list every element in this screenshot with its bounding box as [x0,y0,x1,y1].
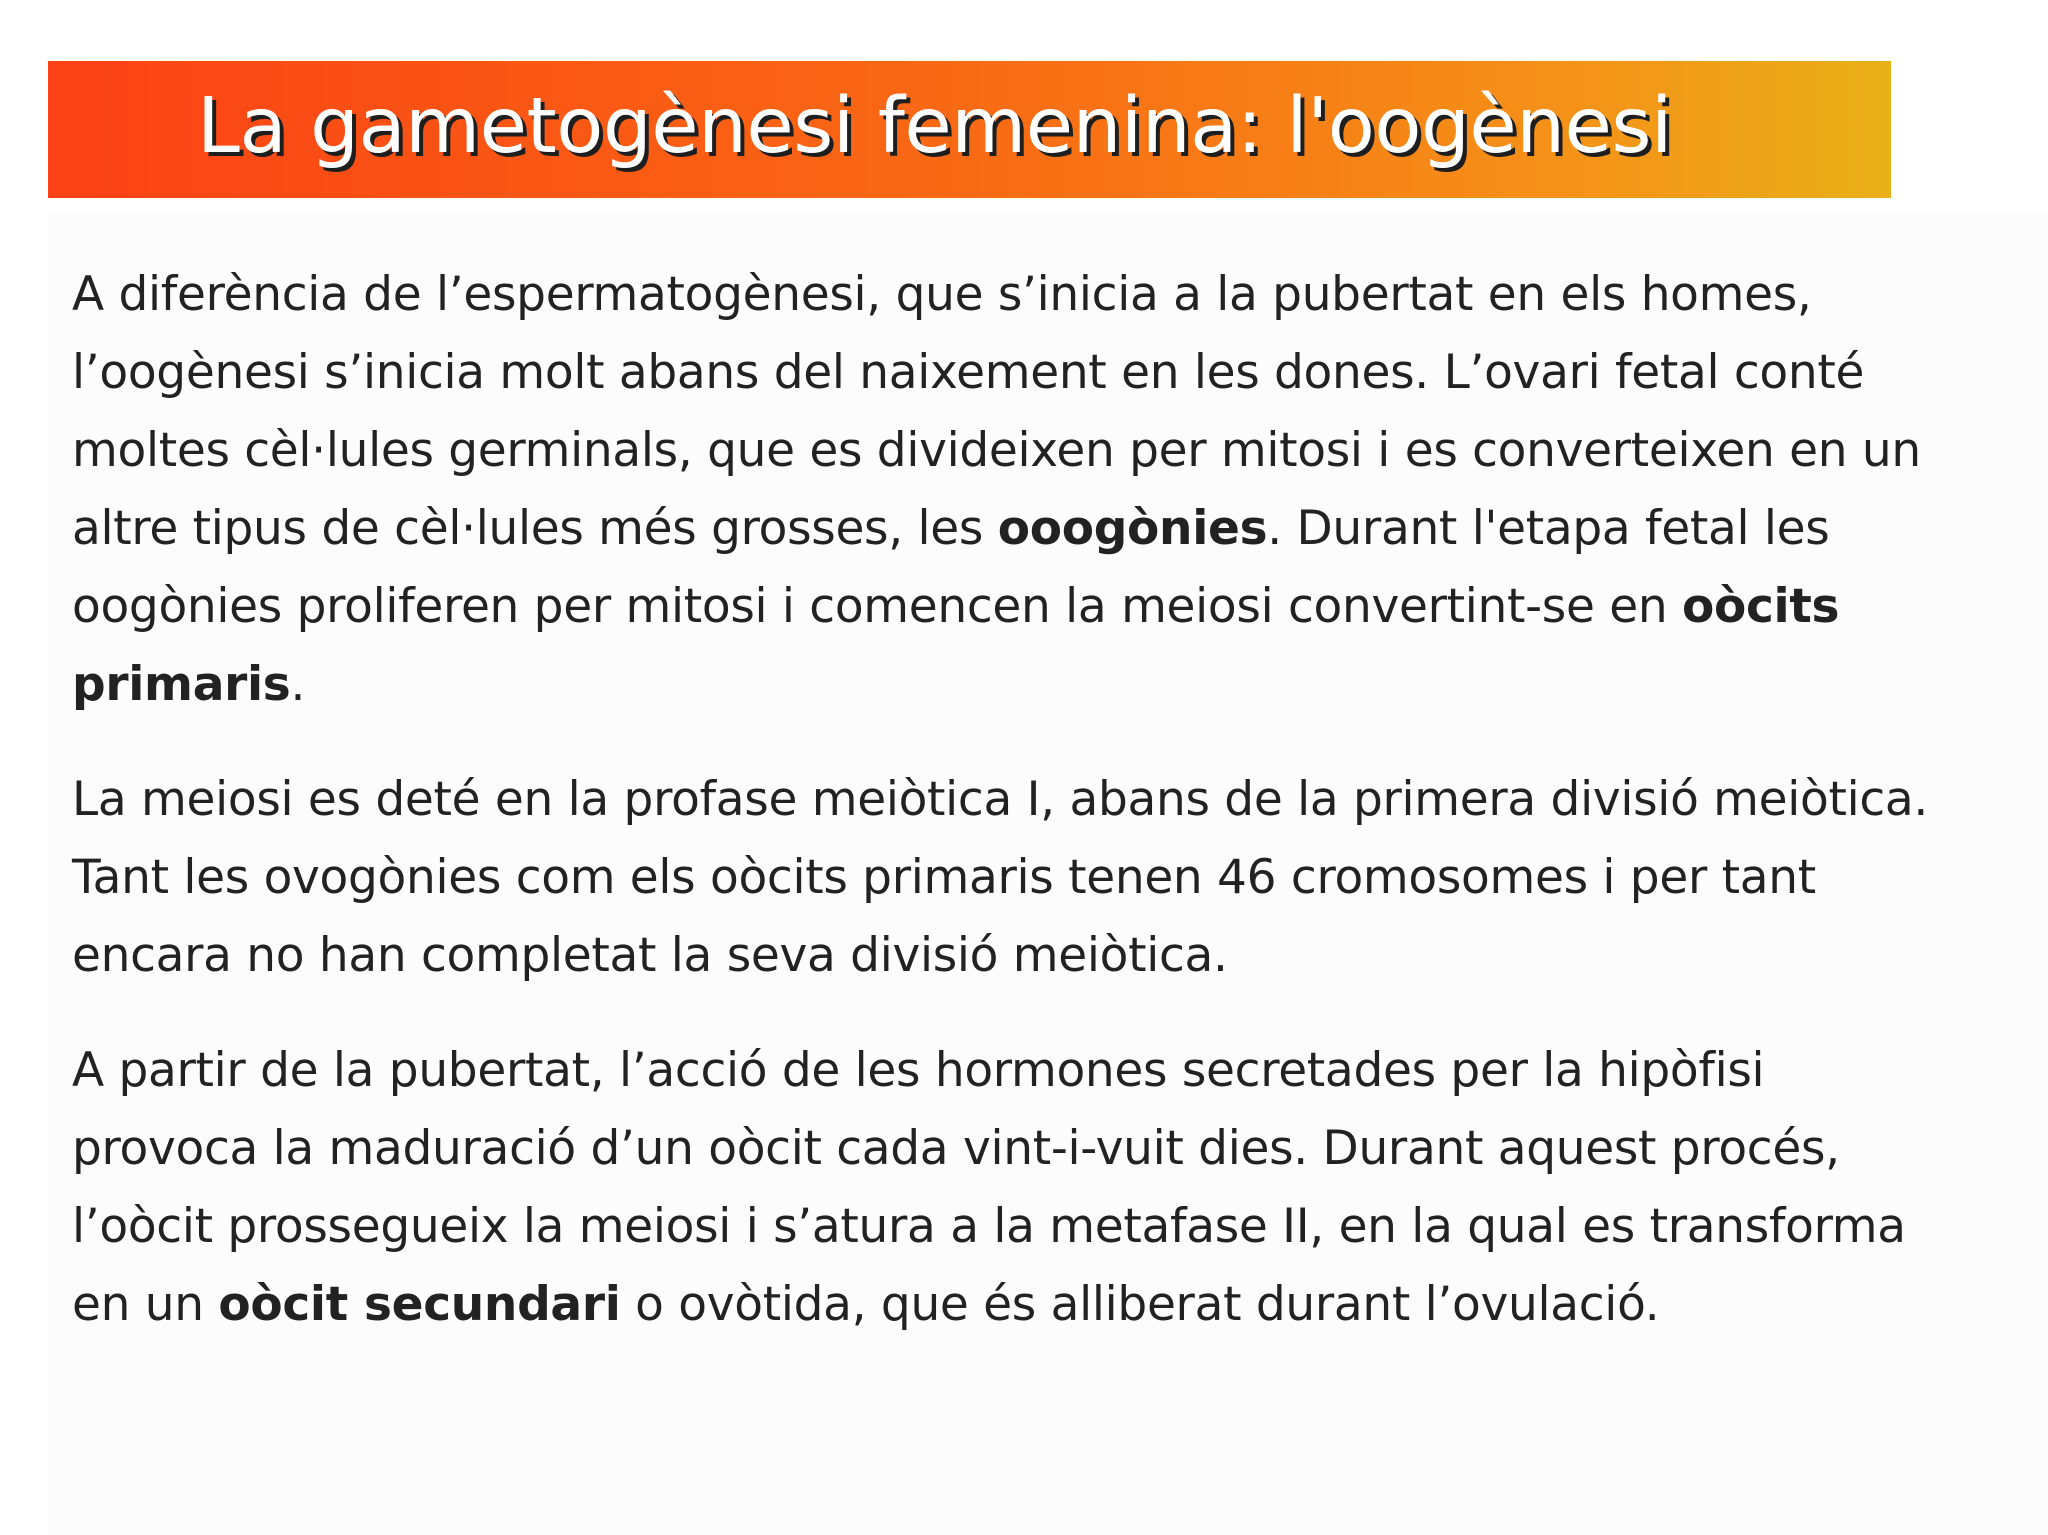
text-line: encara no han completat la seva divisió meiòtica. [72,928,1228,983]
title-banner [48,61,1891,198]
paragraph-2 [72,761,2032,995]
text-run: altre tipus de cèl·lules més grosses, les [72,501,998,556]
paragraph-3 [72,1032,2032,1344]
text-line [72,646,2032,724]
text-run: o ovòtida, que és alliberat durant l’ovulació. [620,1277,1660,1332]
bold-term-primaris: primaris [72,657,291,712]
text-run: oogònies proliferen per mitosi i comencen la meiosi convertint-se en [72,579,1682,634]
bold-term-oocits: oòcits [1681,579,1840,634]
paragraph-1 [72,256,2032,724]
text-run: . [290,657,306,712]
text-line: La meiosi es deté en la profase meiòtica I, abans de la primera divisió meiòtica. [72,772,1929,827]
text-line: A diferència de l’espermatogènesi, que s’inicia a la pubertat en els homes, [72,267,1812,322]
text-line: Tant les ovogònies com els oòcits primaris tenen 46 cromosomes i per tant [72,850,1816,905]
slide-title: La gametogènesi femenina: l'oogènesi [197,82,1672,171]
bold-term-oocit-secundari: oòcit secundari [218,1277,621,1332]
slide-body [72,256,2032,1381]
text-line: l’oòcit prossegueix la meiosi i s’atura a la metafase II, en la qual es transforma [72,1199,1906,1254]
bold-term-ooogonies: ooogònies [997,501,1268,556]
text-line: A partir de la pubertat, l’acció de les hormones secretades per la hipòfisi [72,1043,1765,1098]
text-line [72,490,2032,568]
text-line [72,568,2032,646]
text-run: . Durant l'etapa fetal les [1267,501,1830,556]
text-line: l’oogènesi s’inicia molt abans del naixement en les dones. L’ovari fetal conté [72,345,1865,400]
text-run: en un [72,1277,219,1332]
text-line: provoca la maduració d’un oòcit cada vint-i-vuit dies. Durant aquest procés, [72,1121,1840,1176]
text-line [72,1266,2032,1344]
text-line: moltes cèl·lules germinals, que es divideixen per mitosi i es converteixen en un [72,423,1921,478]
